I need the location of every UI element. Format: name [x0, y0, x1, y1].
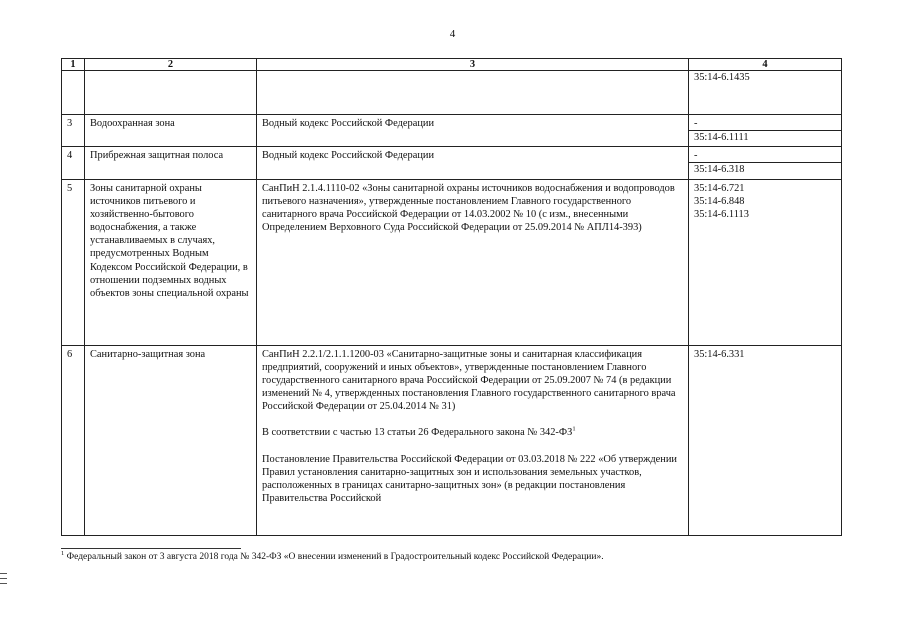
legal-basis — [257, 147, 689, 180]
registry-code: 35:14-6.721 — [694, 183, 745, 194]
footnote — [61, 549, 604, 562]
registry-code: 35:14-6.1113 — [694, 209, 749, 221]
margin-mark — [0, 573, 7, 574]
registry-code: 35:14-6.331 — [694, 349, 745, 360]
legal-basis — [257, 346, 689, 536]
legal-basis-text: В соответствии с частью 13 статьи 26 Федерального закона № 342-ФЗ — [262, 427, 573, 439]
legal-basis-text — [262, 426, 683, 439]
footnote-reference[interactable]: 1 — [572, 426, 576, 433]
registry-code: 35:14-6.318 — [689, 162, 841, 176]
registry-codes — [689, 71, 842, 115]
table-row — [62, 180, 842, 346]
margin-mark — [0, 583, 7, 584]
legal-basis-text: Постановление Правительства Российской Федерации от 03.03.2018 № 222 «Об утверждении Правил установления санитарно-защитных зон и использования земельных участков, расположенных в границах санитарно-защитных зон» (в редакции постановления Правительства Российской — [262, 453, 677, 504]
zones-table — [61, 58, 842, 536]
registry-codes — [689, 180, 842, 346]
registry-code: - — [694, 150, 698, 161]
registry-code: - — [694, 118, 698, 129]
row-number: 6 — [62, 346, 85, 536]
registry-codes — [689, 346, 842, 536]
registry-code: 35:14-6.1111 — [689, 130, 841, 144]
table-row — [62, 71, 842, 115]
footnote-divider — [61, 548, 241, 549]
column-header: 1 — [62, 59, 85, 71]
table-row — [62, 115, 842, 147]
legal-basis-text: СанПиН 2.2.1/2.1.1.1200-03 «Санитарно-защитные зоны и санитарная классификация предприятий, сооружений и иных объектов», утвержденные постановлением Главного государственного санитарного врача Российской Федерации от 25.09.2007 № 74 (в редакции изменений № 4, утвержденных постановления Главного государственного санитарного врача Российской Федерации от 25.04.2014 № 31) — [262, 349, 676, 413]
registry-codes — [689, 147, 842, 180]
registry-codes — [689, 115, 842, 147]
footnote-text: Федеральный закон от 3 августа 2018 года № 342-ФЗ «О внесении изменений в Градостроительный кодекс Российской Федерации». — [64, 552, 604, 562]
page-number: 4 — [449, 28, 456, 40]
column-header: 2 — [85, 59, 257, 71]
legal-basis-text: Водный кодекс Российской Федерации — [262, 150, 435, 161]
zone-name — [85, 71, 257, 115]
legal-basis-text: СанПиН 2.1.4.1110-02 «Зоны санитарной охраны источников водоснабжения и водопроводов питьевого назначения», утвержденные постановлением Главного государственного санитарного врача Российской Федерации от 14.03.2002 № 10 (с изм., внесенными Определением Верховного Суда Российской Федерации от 25.09.2014 № АПЛ14-393) — [262, 183, 675, 234]
table-header-row — [62, 59, 842, 71]
legal-basis — [257, 180, 689, 346]
zone-name: Прибрежная защитная полоса — [85, 147, 257, 180]
table-row — [62, 147, 842, 180]
margin-mark — [0, 578, 7, 579]
registry-code: 35:14-6.848 — [694, 196, 745, 208]
footnote-marker: 1 — [61, 549, 65, 557]
column-header: 4 — [689, 59, 842, 71]
row-number — [62, 71, 85, 115]
zone-name: Санитарно-защитная зона — [85, 346, 257, 536]
registry-code: 35:14-6.1435 — [694, 72, 750, 83]
legal-basis — [257, 71, 689, 115]
table-row — [62, 346, 842, 536]
column-header: 3 — [257, 59, 689, 71]
legal-basis — [257, 115, 689, 147]
row-number: 4 — [62, 147, 85, 180]
zone-name: Зоны санитарной охраны источников питьевого и хозяйственно-бытового водоснабжения, а также устанавливаемых в случаях, предусмотренных Водным Кодексом Российской Федерации, в отношении подземных водных объектов зоны специальной охраны — [85, 180, 257, 346]
zone-name: Водоохранная зона — [85, 115, 257, 147]
legal-basis-text: Водный кодекс Российской Федерации — [262, 118, 435, 129]
row-number: 3 — [62, 115, 85, 147]
row-number: 5 — [62, 180, 85, 346]
